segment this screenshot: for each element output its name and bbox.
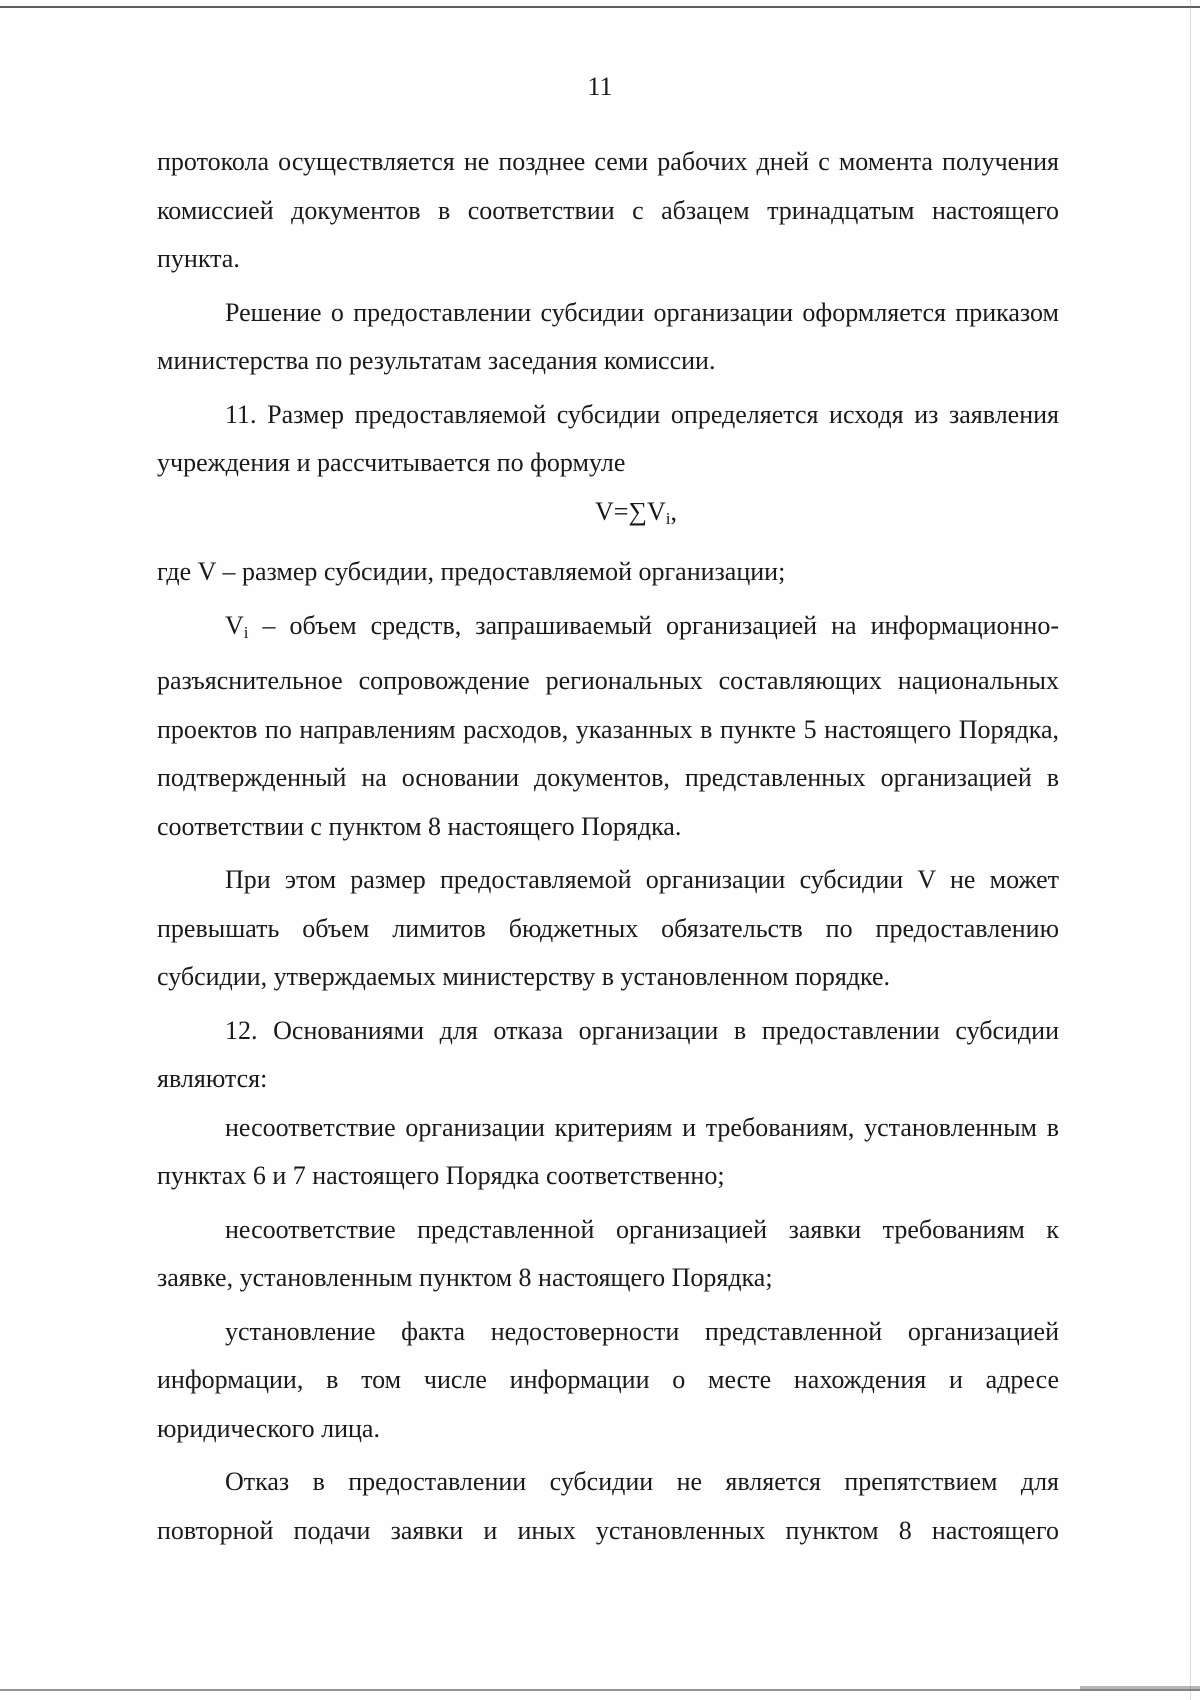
paragraph-decision: Решение о предоставлении субсидии организации оформляется приказом министерства по результатам заседания комиссии. <box>157 297 1059 375</box>
formula-sum-sign: ∑ <box>628 496 647 526</box>
document-body <box>157 138 1059 1555</box>
formula-equals: = <box>613 496 629 526</box>
formula-expression <box>595 497 677 526</box>
vi-subscript: i <box>243 622 249 642</box>
scan-edge-top <box>0 6 1200 8</box>
paragraph-refusal: Отказ в предоставлении субсидии не является препятствием для повторной подачи заявки и иных установленных пунктом 8 настоящего <box>157 1467 1059 1545</box>
paragraph-inaccuracy: установление факта недостоверности представленной организацией информации, в том числе информации о месте нахождения и адресе юридического лица. <box>157 1316 1059 1443</box>
formula <box>157 488 1059 544</box>
paragraph-item-12: 12. Основаниями для отказа организации в предоставлении субсидии являются: <box>157 1015 1059 1093</box>
paragraph-v-definition: где V – размер субсидии, предоставляемой организации; <box>157 557 786 586</box>
scan-edge-bottom <box>0 1689 1200 1691</box>
paragraph-limit: При этом размер предоставляемой организации субсидии V не может превышать объем лимитов бюджетных обязательств по предоставлению субсидии, утверждаемых министерству в установленном порядке. <box>157 865 1059 991</box>
vi-symbol: V <box>225 610 244 640</box>
paragraph-criteria: несоответствие организации критериям и требованиям, установленным в пунктах 6 и 7 настоящего Порядка соответственно; <box>157 1112 1059 1190</box>
paragraph-application: несоответствие представленной организацией заявки требованиям к заявке, установленным пунктом 8 настоящего Порядка; <box>157 1214 1059 1292</box>
vi-text: – объем средств, запрашиваемый организацией на информационно-разъяснительное сопровождение региональных составляющих национальных проектов по направлениям расходов, указанных в пункте 5 настоящего Порядка, подтвержденный на основании документов, представленных организацией в соответствии с пунктом 8 настоящего Порядка. <box>157 610 1059 841</box>
formula-comma: , <box>670 496 678 526</box>
paragraph-vi-definition <box>157 602 1059 852</box>
scan-edge-right <box>1190 0 1191 1700</box>
formula-subscript: i <box>665 508 671 528</box>
page-number: 11 <box>587 72 613 101</box>
scan-smudge-bottom <box>1080 1686 1200 1691</box>
formula-var: V <box>647 496 666 526</box>
paragraph-item-11: 11. Размер предоставляемой субсидии определяется исходя из заявления учреждения и рассчитывается по формуле <box>157 399 1059 477</box>
formula-lhs: V <box>595 496 614 526</box>
paragraph-protocol: протокола осуществляется не позднее семи рабочих дней с момента получения комиссией документов в соответствии с абзацем тринадцатым настоящего пункта. <box>157 147 1059 273</box>
